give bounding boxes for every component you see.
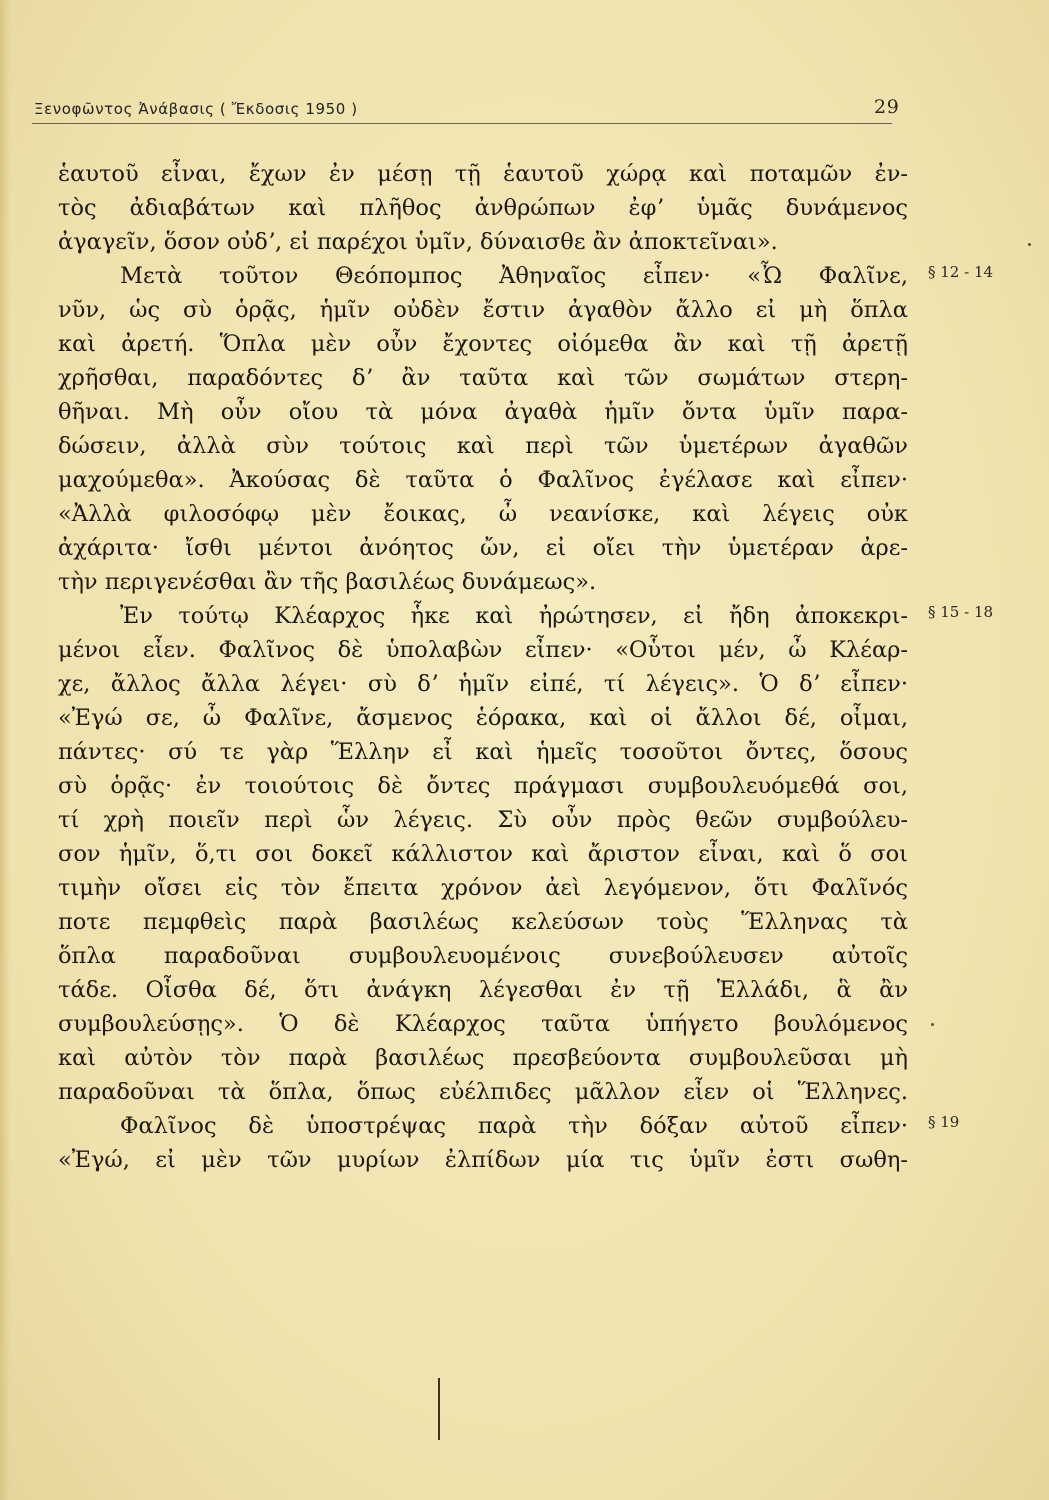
text-line: τιμὴν οἴσει εἰς τὸν ἔπειτα χρόνον ἀεὶ λεγόμενον, ὅτι Φαλῖνός (58, 875, 908, 901)
binding-mark (438, 1378, 440, 1440)
margin-section-note: § 15 - 18 (928, 603, 994, 621)
margin-section-note: § 12 - 14 (928, 263, 994, 281)
text-line: καὶ ἀρετή. Ὅπλα μὲν οὖν ἔχοντες οἰόμεθα ἂν καὶ τῇ ἀρετῇ (58, 331, 908, 357)
text-line: σον ἡμῖν, ὅ,τι σοι δοκεῖ κάλλιστον καὶ ἄριστον εἶναι, καὶ ὅ σοι (58, 841, 908, 867)
page-number: 29 (874, 96, 900, 118)
text-line: Φαλῖνος δὲ ὑποστρέψας παρὰ τὴν δόξαν αὐτοῦ εἶπεν· (120, 1113, 908, 1139)
text-line: πάντες· σύ τε γὰρ Ἕλλην εἶ καὶ ἡμεῖς τοσοῦτοι ὄντες, ὅσους (58, 739, 908, 765)
text-line: ποτε πεμφθεὶς παρὰ βασιλέως κελεύσων τοὺς Ἕλληνας τὰ (58, 909, 908, 935)
text-line: «Ἐγώ, εἰ μὲν τῶν μυρίων ἐλπίδων μία τις ὑμῖν ἐστι σωθη- (58, 1147, 908, 1173)
text-line: ἑαυτοῦ εἶναι, ἔχων ἐν μέσῃ τῇ ἑαυτοῦ χώρᾳ καὶ ποταμῶν ἐν- (58, 161, 908, 187)
text-line: χε, ἄλλος ἄλλα λέγει· σὺ δʼ ἡμῖν εἰπέ, τί λέγεις». Ὁ δʼ εἶπεν· (58, 671, 908, 697)
running-header (34, 96, 914, 120)
text-line: ἀγαγεῖν, ὅσον οὐδʼ, εἰ παρέχοι ὑμῖν, δύναισθε ἂν ἀποκτεῖναι». (58, 229, 778, 255)
text-line: σὺ ὁρᾷς· ἐν τοιούτοις δὲ ὄντες πράγμασι συμβουλευόμεθά σοι, (58, 773, 908, 799)
header-rule (32, 123, 892, 124)
text-line: χρῆσθαι, παραδόντες δʼ ἂν ταῦτα καὶ τῶν σωμάτων στερη- (58, 365, 908, 391)
text-line: τάδε. Οἶσθα δέ, ὅτι ἀνάγκη λέγεσθαι ἐν τῇ Ἑλλάδι, ἃ ἂν (58, 977, 908, 1003)
text-line: τί χρὴ ποιεῖν περὶ ὧν λέγεις. Σὺ οὖν πρὸς θεῶν συμβούλευ- (58, 807, 908, 833)
text-line: τὴν περιγενέσθαι ἂν τῆς βασιλέως δυνάμεως». (58, 569, 597, 595)
speck-mark (931, 1023, 934, 1026)
header-title: Ξενοφῶντος Ἀνάβασις ( Ἔκδοσις 1950 ) (34, 100, 358, 118)
text-line: συμβουλεύσῃς». Ὁ δὲ Κλέαρχος ταῦτα ὑπήγετο βουλόμενος (58, 1011, 908, 1037)
text-line: «Ἐγώ σε, ὦ Φαλῖνε, ἄσμενος ἑόρακα, καὶ οἱ ἄλλοι δέ, οἶμαι, (58, 705, 908, 731)
text-line: ὅπλα παραδοῦναι συμβουλευομένοις συνεβούλευσεν αὐτοῖς (58, 943, 908, 969)
text-line: Ἐν τούτῳ Κλέαρχος ἧκε καὶ ἠρώτησεν, εἰ ἤδη ἀποκεκρι- (120, 603, 908, 629)
text-line: νῦν, ὡς σὺ ὁρᾷς, ἡμῖν οὐδὲν ἔστιν ἀγαθὸν ἄλλο εἰ μὴ ὅπλα (58, 297, 908, 323)
body-text (58, 157, 908, 1177)
text-line: «Ἀλλὰ φιλοσόφῳ μὲν ἔοικας, ὦ νεανίσκε, καὶ λέγεις οὐκ (58, 501, 908, 527)
speck-mark (1028, 243, 1031, 246)
text-line: μένοι εἶεν. Φαλῖνος δὲ ὑπολαβὼν εἶπεν· «Οὗτοι μέν, ὦ Κλέαρ- (58, 637, 908, 663)
margin-section-note: § 19 (928, 1113, 960, 1131)
text-line: θῆναι. Μὴ οὖν οἴου τὰ μόνα ἀγαθὰ ἡμῖν ὄντα ὑμῖν παρα- (58, 399, 908, 425)
text-line: παραδοῦναι τὰ ὅπλα, ὅπως εὐέλπιδες μᾶλλον εἶεν οἱ Ἕλληνες. (58, 1079, 908, 1105)
text-line: καὶ αὐτὸν τὸν παρὰ βασιλέως πρεσβεύοντα συμβουλεῦσαι μὴ (58, 1045, 908, 1071)
text-line: δώσειν, ἀλλὰ σὺν τούτοις καὶ περὶ τῶν ὑμετέρων ἀγαθῶν (58, 433, 908, 459)
text-line: Μετὰ τοῦτον Θεόπομπος Ἀθηναῖος εἶπεν· «Ὦ Φαλῖνε, (120, 263, 908, 289)
page-edge-shadow (0, 0, 10, 1500)
text-line: τὸς ἀδιαβάτων καὶ πλῆθος ἀνθρώπων ἐφʼ ὑμᾶς δυνάμενος (58, 195, 908, 221)
text-line: μαχούμεθα». Ἀκούσας δὲ ταῦτα ὁ Φαλῖνος ἐγέλασε καὶ εἶπεν· (58, 467, 908, 493)
text-line: ἀχάριτα· ἴσθι μέντοι ἀνόητος ὤν, εἰ οἴει τὴν ὑμετέραν ἀρε- (58, 535, 908, 561)
